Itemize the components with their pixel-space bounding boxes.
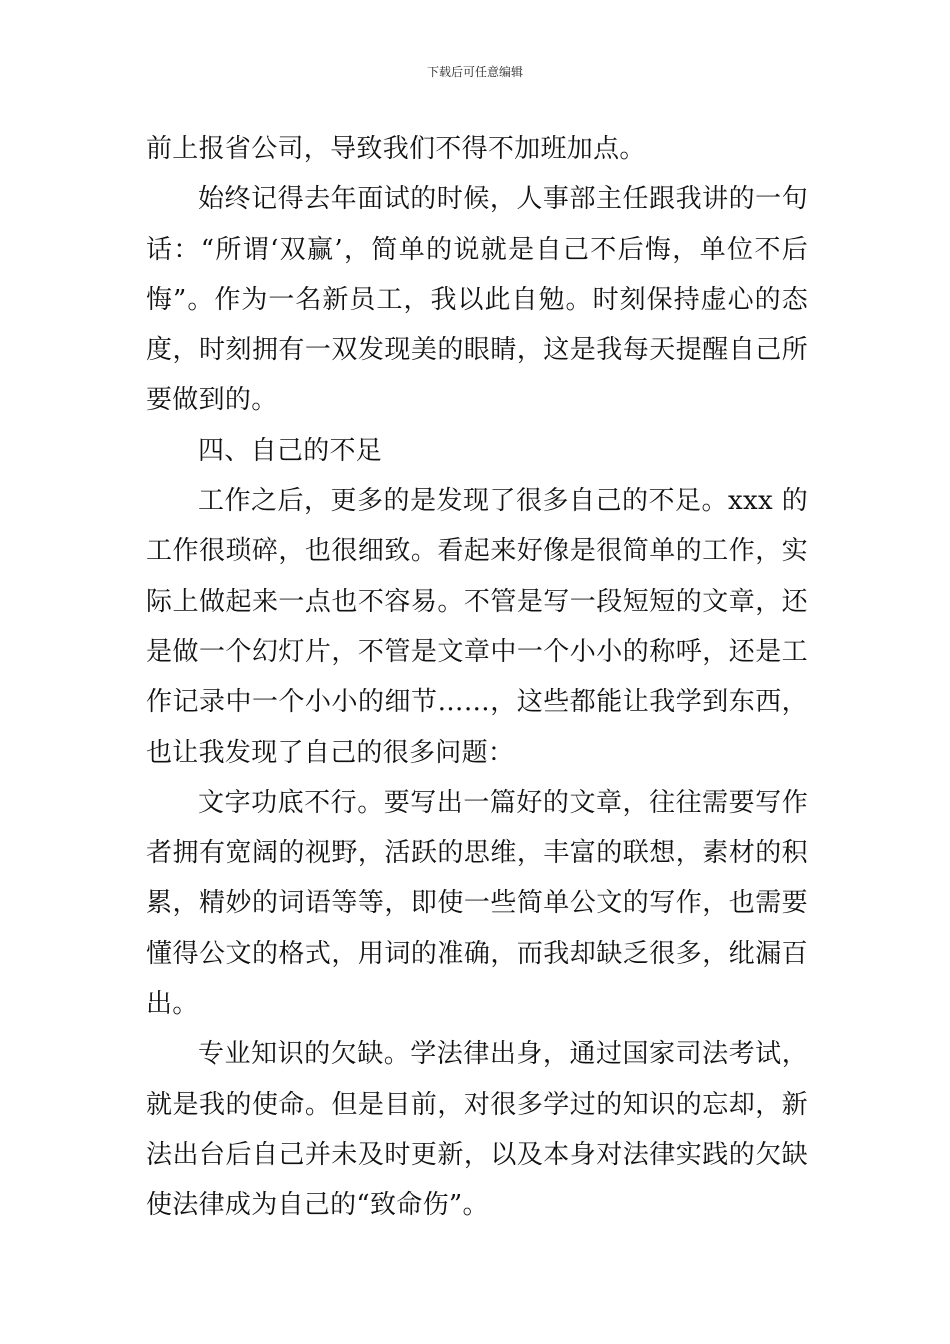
paragraph-shortcomings-intro: 工作之后，更多的是发现了很多自己的不足。xxx 的工作很琐碎，也很细致。看起来好像是很简单的工作，实际上做起来一点也不容易。不管是写一段短短的文章，还是做一个幻灯片，不管是文章中一个小小的称呼，还是工作记录中一个小小的细节……，这些都能让我学到东西，也让我发现了自己的很多问题： [146, 486, 808, 768]
paragraph-writing-skills: 文字功底不行。要写出一篇好的文章，往往需要写作者拥有宽阔的视野，活跃的思维，丰富的联想，素材的积累，精妙的词语等等，即使一些简单公文的写作，也需要懂得公文的格式，用词的准确，而我却缺乏很多，纰漏百出。 [146, 787, 808, 1020]
paragraph-professional-knowledge: 专业知识的欠缺。学法律出身，通过国家司法考试，就是我的使命。但是目前，对很多学过的知识的忘却，新法出台后自己并未及时更新，以及本身对法律实践的欠缺使法律成为自己的“致命伤”。 [146, 1039, 808, 1221]
paragraph-continuation: 前上报省公司，导致我们不得不加班加点。 [146, 134, 646, 164]
document-body [146, 124, 808, 1231]
page-header-note: 下载后可任意编辑 [426, 65, 523, 79]
paragraph-interview-memory: 始终记得去年面试的时候，人事部主任跟我讲的一句话：“所谓‘双赢’，简单的说就是自己不后悔，单位不后悔”。作为一名新员工，我以此自勉。时刻保持虚心的态度，时刻拥有一双发现美的眼睛，这是我每天提醒自己所要做到的。 [146, 184, 808, 416]
section-heading-shortcomings: 四、自己的不足 [198, 435, 383, 466]
